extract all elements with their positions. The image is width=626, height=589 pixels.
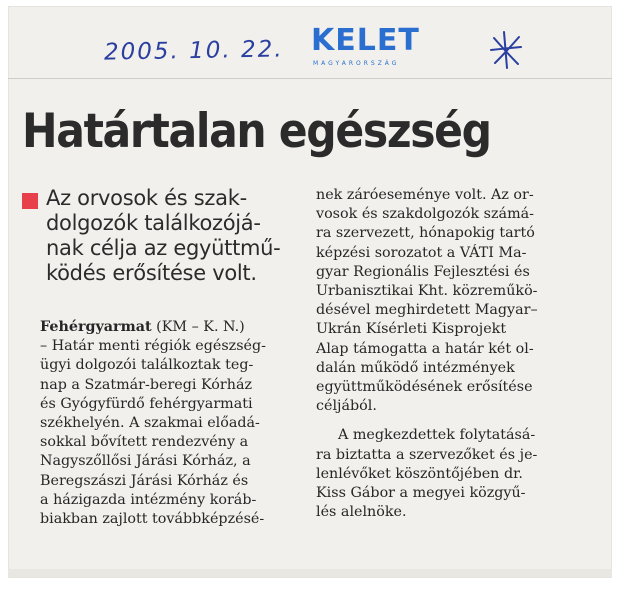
newspaper-logo-subtitle: MAGYARORSZÁG [313,60,400,67]
header-divider [8,78,612,79]
body-line: székhelyén. A szakmai előadá- [40,415,260,432]
article-headline: Határtalan egészség [22,104,491,159]
body-line: Alap támogatta a határ két ol- [316,340,534,357]
body-line: lenlévőket köszöntőjében dr. [316,465,523,482]
body-line: A megkezdettek folytatásá- [338,427,536,444]
body-line: nek záróeseménye volt. Az or- [316,187,534,203]
body-line: vosok és szakdolgozók számá- [316,206,534,223]
article-dateline: Fehérgyarmat [40,319,152,335]
handwritten-date: 2005. 10. 22. [103,36,284,66]
article-right-column [316,186,538,522]
lead-line: Az orvosok és szak- [46,186,247,210]
body-line: Urbanisztikai Kht. közreműkö- [316,283,538,300]
lead-bullet-square [22,193,38,209]
asterisk-mark-icon [488,30,524,70]
body-line: dalán működő intézmények [316,359,515,376]
lead-line: nak célja az együttmű- [46,236,281,260]
body-line: Beregszászi Járási Kórház és [40,472,249,489]
article-byline: (KM – K. N.) [151,319,245,335]
body-line [40,318,266,337]
body-line: Nagyszőllősi Járási Kórház, a [40,453,251,470]
body-line: désével meghirdetett Magyar– [316,302,538,319]
body-line: nap a Szatmár-beregi Kórház [40,376,253,393]
article-left-column [40,318,266,529]
body-line: – Határ menti régiók egészség- [40,338,266,355]
body-line: ügyi dolgozói találkoztak teg- [40,357,254,374]
article-lead [46,186,280,286]
newspaper-logo: KELET [311,23,420,58]
lead-line: ködés erősítése volt. [46,261,257,285]
paragraph-gap [316,416,538,426]
body-line: biakban zajlott továbbképzésé- [40,511,265,528]
body-line: lés alelnöke. [316,504,407,521]
body-line: ra szervezett, hónapokig tartó [316,225,535,242]
body-line: a házigazda intézmény koráb- [40,491,257,508]
body-line: Kiss Gábor a megyei közgyű- [316,485,526,502]
body-line: céljából. [316,398,377,415]
lead-line: dolgozók találkozójá- [46,211,261,235]
body-line: gyar Regionális Fejlesztési és [316,263,530,280]
body-line: képzési sorozatot a VÁTI Ma- [316,244,527,261]
body-line: együttműködésének erősítése [316,379,533,396]
body-line: sokkal bővített rendezvény a [40,434,249,451]
clipping-edge [8,569,612,577]
body-line: Ukrán Kísérleti Kisprojekt [316,321,507,338]
body-line: ra biztatta a szervezőket és je- [316,446,538,463]
body-line: és Gyógyfürdő fehérgyarmati [40,395,253,412]
